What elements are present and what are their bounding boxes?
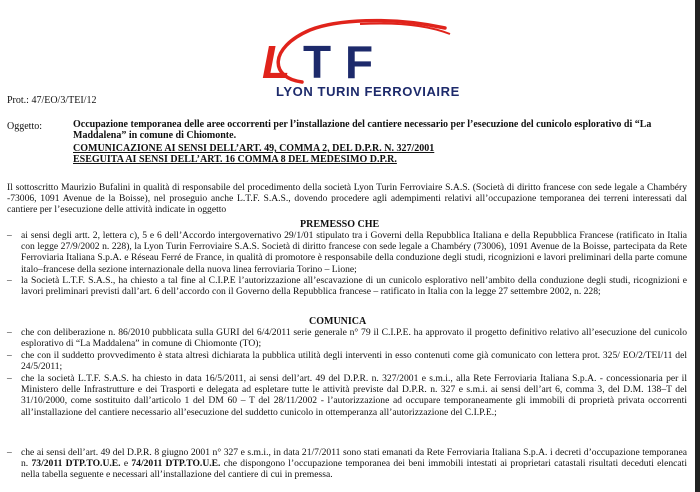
subject-label: Oggetto: — [7, 121, 42, 132]
comunica-item-text: che con deliberazione n. 86/2010 pubblicata sulla GURI del 6/4/2011 serie generale n° 79 il C.I.P.E. ha approvato il progetto definitivo relativo all’esecuzione del cunicolo esplorativo di “La Maddalena” in comune di Chiomonte (TO); — [21, 327, 687, 350]
comunica-item — [7, 327, 687, 349]
svg-text:F: F — [345, 36, 374, 88]
comunica-item — [7, 350, 687, 372]
decree-number-1: 73/2011 DTP.TO.U.E. — [31, 458, 121, 470]
premesso-item — [7, 230, 687, 275]
subject-line-2: ESEGUITA AI SENSI DELL’ART. 16 COMMA 8 DEL MEDESIMO D.P.R. — [73, 154, 397, 165]
comunica-item — [7, 447, 687, 481]
svg-text:L: L — [262, 36, 291, 88]
dash-marker: – — [7, 447, 12, 458]
premesso-heading: PREMESSO CHE — [300, 219, 380, 230]
page-edge — [695, 0, 700, 492]
dash-marker: – — [7, 230, 12, 241]
comunica-item-text: che la società L.T.F. S.A.S. ha chiesto in data 16/5/2011, ai sensi dell’art. 49 del D.P.R. n. 327/2001 e s.m.i., alla Rete Ferroviaria Italiana S.p.A. - concessionaria per il Ministero delle Infrastrutture e dei Trasporti e delegata ad espletare tutte le attività previste dal D.P.R. n. 327 e s.m.i. ai sensi dell’art 6, comma 3, del D.M. 138–T del 31/10/2000, come sostituito dall’articolo 1 del DM 60 – T del 28/11/2002 - l’autorizzazione ad occupare temporaneamente gli immobili di proprietà privata occorrenti all’installazione del cantiere necessario all’esecuzione del suddetto cunicolo in ottemperanza all’autorizzazione del C.I.P.E.; — [21, 373, 687, 418]
comunica-item-text: che con il suddetto provvedimento è stata altresì dichiarata la pubblica utilità degli interventi in esso contenuti come già comunicato con lettera prot. 325/ EO/2/TEI/11 del 24/5/2011; — [21, 350, 687, 373]
intro-paragraph: Il sottoscritto Maurizio Bufalini in qualità di responsabile del procedimento della società Lyon Turin Ferroviaire S.A.S. (Società di diritto francese con sede legale a Chambéry -73006, 1091 Avenue de la Boisse), nel proseguio anche L.T.F. S.A.S., dovendo procedere agli adempimenti relativi all’occupazione temporanea dei terreni interessati dal cantiere per l’esecuzione delle attività indicate in oggetto — [7, 182, 687, 216]
subject-text: Occupazione temporanea delle aree occorrenti per l’installazione del cantiere necessario per l’esecuzione del cunicolo esplorativo di “La Maddalena” in comune di Chiomonte. — [73, 119, 652, 141]
premesso-item — [7, 275, 687, 297]
dash-marker: – — [7, 350, 12, 361]
dash-marker: – — [7, 327, 12, 338]
dash-marker: – — [7, 275, 12, 286]
comunica-item-text: che ai sensi dell’art. 49 del D.P.R. 8 giugno 2001 n° 327 e s.m.i., in data 21/7/2011 sono stati emanati da Rete Ferroviaria Italiana S.p.A. i decreti d’occupazione temporanea n. 73/2011 DTP.TO.U.E. e 74/2011 DTP.TO.U.E. che dispongono l’occupazione temporanea dei beni immobili intestati ai proprietari catastali risultati deceduti elencati nella tabella seguente e necessari all’installazione del cantiere di cui in premessa. — [21, 447, 687, 481]
comunica-heading: COMUNICA — [309, 316, 367, 327]
premesso-item-text: la Società L.T.F. S.A.S., ha chiesto a tal fine al C.I.P.E l’autorizzazione all’escavazione di un cunicolo esplorativo nell’ambito della conduzione degli studi, ricognizioni e lavori preliminari previsti dall’art. 6 dell’accordo con il Governo della Repubblica francese – ratificato in Italia con la legge 27 settembre 2002, n. 228; — [21, 275, 687, 298]
svg-text:T: T — [303, 36, 332, 88]
dash-marker: – — [7, 373, 12, 384]
decree-number-2: 74/2011 DTP.TO.U.E. — [131, 458, 221, 470]
protocol-number: Prot.: 47/EO/3/TEI/12 — [7, 95, 97, 106]
premesso-item-text: ai sensi degli artt. 2, lettera c), 5 e 6 dell’Accordo intergovernativo 29/1/01 stipulato tra i Governi della Repubblica Italiana e della Repubblica Francese (ratificato in Italia con legge 27/9/2002 n. 228), la Lyon Turin Ferroviaire S.A.S. Società di diritto francese con sede legale a Chambéry (73006), 1091 Avenue de la Boisse, partecipata da Rete Ferroviaria Italiana S.p.A. e Réseau Ferré de France, in qualità di promotore è responsabile della conduzione degli studi, ricognizioni e lavori preliminari della parte comune italo–francese della sezione internazionale della nuova linea ferroviaria Torino – Lione; — [21, 230, 687, 275]
subject-line-1: COMUNICAZIONE AI SENSI DELL’ART. 49, COMMA 2, DEL D.P.R. N. 327/2001 — [73, 143, 435, 154]
logo-subtitle: LYON TURIN FERROVIAIRE — [276, 84, 460, 99]
comunica-item — [7, 373, 687, 418]
